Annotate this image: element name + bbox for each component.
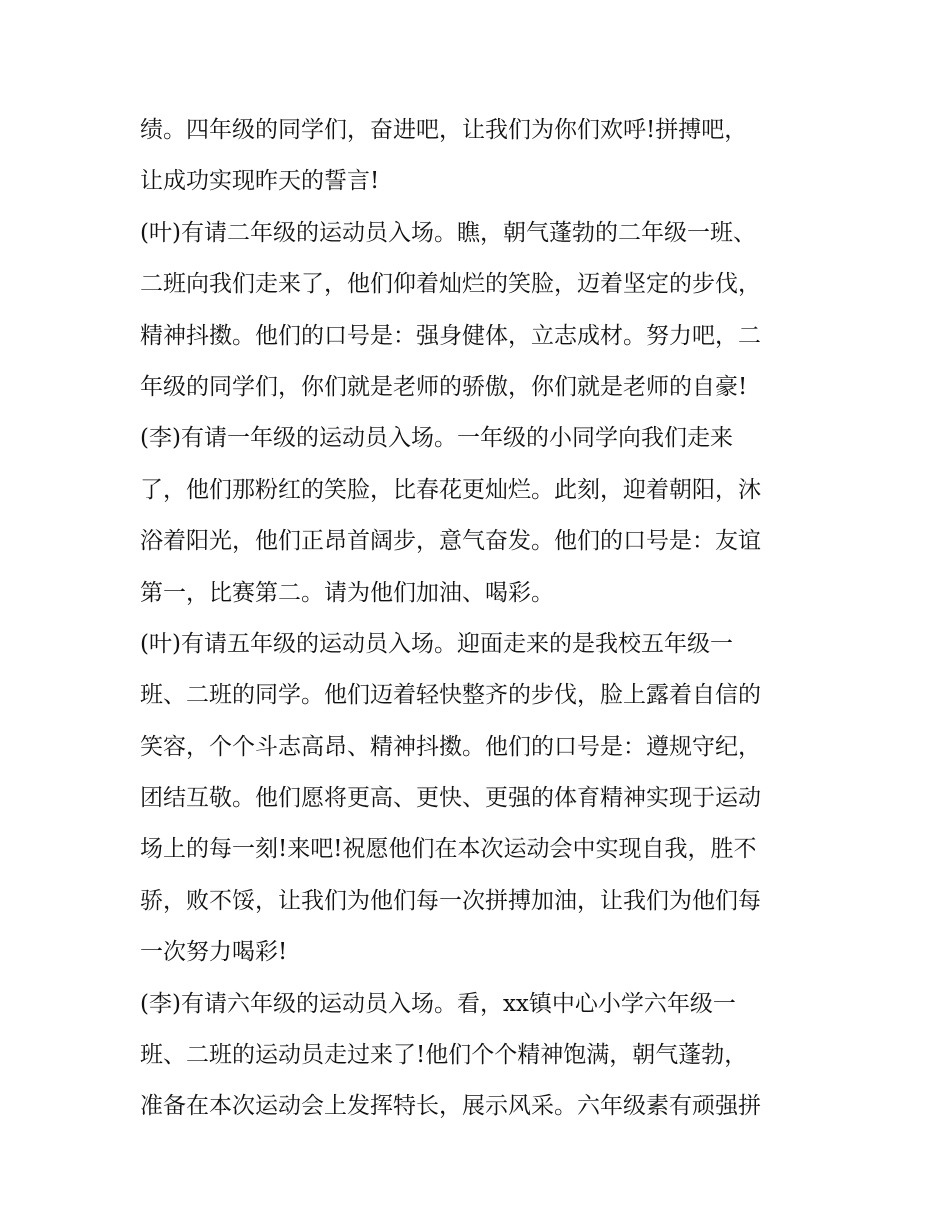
text-line: 绩。四年级的同学们，奋进吧，让我们为你们欢呼!拼搏吧， (140, 117, 748, 143)
text-line: (李)有请一年级的运动员入场。一年级的小同学向我们走来 (140, 425, 733, 452)
text-line: 笑容，个个斗志高昂、精神抖擞。他们的口号是：遵规守纪， (140, 733, 761, 760)
text-line: 二班向我们走来了，他们仰着灿烂的笑脸，迈着坚定的步伐， (140, 271, 761, 298)
text-line: 准备在本次运动会上发挥特长，展示风采。六年级素有顽强拼 (140, 1093, 761, 1120)
text-line: (叶)有请二年级的运动员入场。瞧，朝气蓬勃的二年级一班、 (140, 219, 756, 246)
text-line: (李)有请六年级的运动员入场。看，xx镇中心小学六年级一 (140, 990, 736, 1017)
text-line: 年级的同学们，你们就是老师的骄傲，你们就是老师的自豪! (140, 373, 748, 400)
text-line: 让成功实现昨天的誓言! (140, 168, 380, 195)
text-line: (叶)有请五年级的运动员入场。迎面走来的是我校五年级一 (140, 630, 733, 657)
text-line: 精神抖擞。他们的口号是：强身健体，立志成材。努力吧，二 (140, 322, 761, 349)
text-line: 第一，比赛第二。请为他们加油、喝彩。 (140, 579, 554, 606)
text-line: 一次努力喝彩! (140, 939, 288, 966)
text-line: 场上的每一刻!来吧!祝愿他们在本次运动会中实现自我，胜不 (140, 836, 757, 863)
document-body (140, 105, 820, 1133)
text-line: 骄，败不馁，让我们为他们每一次拼搏加油，让我们为他们每 (140, 887, 761, 914)
text-line: 班、二班的同学。他们迈着轻快整齐的步伐，脸上露着自信的 (140, 682, 761, 709)
text-line: 了，他们那粉红的笑脸，比春花更灿烂。此刻，迎着朝阳，沐 (140, 476, 761, 503)
text-line: 团结互敬。他们愿将更高、更快、更强的体育精神实现于运动 (140, 785, 761, 812)
text-line: 浴着阳光，他们正昂首阔步，意气奋发。他们的口号是：友谊 (140, 528, 761, 555)
text-line: 班、二班的运动员走过来了!他们个个精神饱满，朝气蓬勃， (140, 1042, 748, 1069)
